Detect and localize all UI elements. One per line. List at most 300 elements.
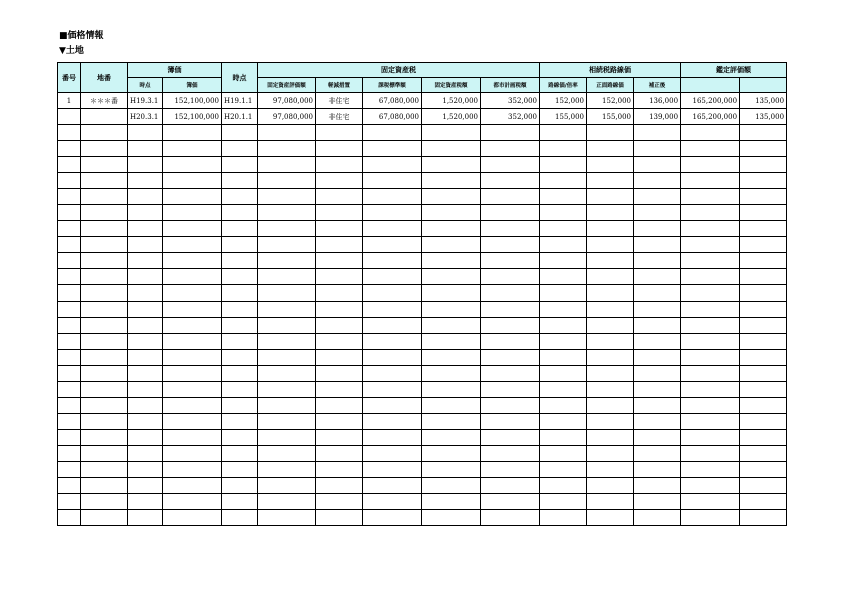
empty-cell xyxy=(587,510,634,526)
empty-cell xyxy=(222,381,258,397)
empty-cell xyxy=(363,429,422,445)
empty-cell xyxy=(481,429,540,445)
cell-route-ratio: 155,000 xyxy=(540,109,587,125)
cell-appraisal-1: 165,200,000 xyxy=(681,93,740,109)
header-city-plan-tax: 都市計画税額 xyxy=(481,78,540,93)
empty-cell xyxy=(128,445,163,461)
empty-row xyxy=(58,445,787,461)
cell-fixed-eval: 97,080,000 xyxy=(258,93,316,109)
empty-cell xyxy=(481,317,540,333)
empty-row xyxy=(58,141,787,157)
empty-cell xyxy=(128,349,163,365)
empty-cell xyxy=(258,413,316,429)
empty-cell xyxy=(681,510,740,526)
empty-cell xyxy=(222,461,258,477)
empty-row xyxy=(58,349,787,365)
section-title: ■価格情報 xyxy=(59,31,104,41)
empty-cell xyxy=(681,461,740,477)
empty-cell xyxy=(587,333,634,349)
empty-cell xyxy=(316,253,363,269)
empty-cell xyxy=(634,494,681,510)
empty-cell xyxy=(681,333,740,349)
empty-cell xyxy=(128,237,163,253)
empty-cell xyxy=(81,510,128,526)
cell-ledger-time: H19.3.1 xyxy=(128,93,163,109)
empty-cell xyxy=(222,429,258,445)
empty-cell xyxy=(587,365,634,381)
empty-cell xyxy=(81,141,128,157)
cell-front-route: 152,000 xyxy=(587,93,634,109)
empty-cell xyxy=(128,510,163,526)
empty-cell xyxy=(316,461,363,477)
empty-cell xyxy=(681,365,740,381)
empty-cell xyxy=(58,510,81,526)
empty-cell xyxy=(740,365,787,381)
empty-cell xyxy=(634,189,681,205)
empty-cell xyxy=(222,173,258,189)
cell-ledger-price: 152,100,000 xyxy=(163,93,222,109)
empty-cell xyxy=(316,141,363,157)
empty-cell xyxy=(422,478,481,494)
empty-cell xyxy=(540,221,587,237)
empty-cell xyxy=(58,141,81,157)
empty-cell xyxy=(740,125,787,141)
empty-cell xyxy=(587,397,634,413)
empty-cell xyxy=(587,125,634,141)
empty-cell xyxy=(634,301,681,317)
empty-cell xyxy=(740,237,787,253)
empty-cell xyxy=(258,381,316,397)
empty-cell xyxy=(316,413,363,429)
empty-cell xyxy=(681,478,740,494)
empty-cell xyxy=(363,461,422,477)
empty-cell xyxy=(481,125,540,141)
empty-cell xyxy=(258,494,316,510)
empty-cell xyxy=(363,494,422,510)
empty-cell xyxy=(81,365,128,381)
empty-cell xyxy=(258,333,316,349)
empty-cell xyxy=(163,413,222,429)
empty-row xyxy=(58,413,787,429)
empty-cell xyxy=(81,429,128,445)
empty-row xyxy=(58,125,787,141)
empty-cell xyxy=(58,478,81,494)
empty-cell xyxy=(128,205,163,221)
empty-cell xyxy=(587,445,634,461)
empty-cell xyxy=(363,333,422,349)
empty-cell xyxy=(481,397,540,413)
empty-cell xyxy=(222,494,258,510)
empty-cell xyxy=(540,381,587,397)
empty-cell xyxy=(740,349,787,365)
empty-cell xyxy=(681,125,740,141)
empty-cell xyxy=(481,189,540,205)
empty-cell xyxy=(634,413,681,429)
empty-cell xyxy=(740,301,787,317)
empty-cell xyxy=(634,429,681,445)
empty-cell xyxy=(540,478,587,494)
empty-row xyxy=(58,317,787,333)
empty-cell xyxy=(316,429,363,445)
empty-cell xyxy=(481,285,540,301)
empty-cell xyxy=(540,301,587,317)
empty-cell xyxy=(363,301,422,317)
cell-time: H19.1.1 xyxy=(222,93,258,109)
empty-cell xyxy=(316,445,363,461)
empty-cell xyxy=(316,157,363,173)
cell-ledger-price: 152,100,000 xyxy=(163,109,222,125)
empty-cell xyxy=(128,125,163,141)
empty-cell xyxy=(258,269,316,285)
empty-cell xyxy=(681,317,740,333)
empty-cell xyxy=(481,301,540,317)
empty-cell xyxy=(222,189,258,205)
empty-cell xyxy=(363,317,422,333)
cell-city-plan-tax: 352,000 xyxy=(481,93,540,109)
empty-row xyxy=(58,365,787,381)
empty-cell xyxy=(128,285,163,301)
empty-cell xyxy=(258,397,316,413)
empty-cell xyxy=(316,205,363,221)
empty-cell xyxy=(258,301,316,317)
empty-cell xyxy=(422,333,481,349)
empty-cell xyxy=(258,125,316,141)
empty-cell xyxy=(540,253,587,269)
empty-cell xyxy=(258,445,316,461)
empty-cell xyxy=(422,157,481,173)
empty-cell xyxy=(163,301,222,317)
empty-cell xyxy=(740,253,787,269)
empty-cell xyxy=(422,285,481,301)
empty-cell xyxy=(481,494,540,510)
empty-cell xyxy=(81,237,128,253)
empty-cell xyxy=(540,269,587,285)
empty-cell xyxy=(222,221,258,237)
empty-row xyxy=(58,478,787,494)
empty-cell xyxy=(540,413,587,429)
empty-cell xyxy=(81,333,128,349)
empty-cell xyxy=(258,478,316,494)
empty-cell xyxy=(587,253,634,269)
empty-cell xyxy=(481,237,540,253)
empty-cell xyxy=(587,141,634,157)
empty-row xyxy=(58,237,787,253)
empty-cell xyxy=(128,301,163,317)
empty-cell xyxy=(128,494,163,510)
empty-cell xyxy=(740,141,787,157)
empty-cell xyxy=(58,253,81,269)
empty-cell xyxy=(163,189,222,205)
empty-cell xyxy=(422,253,481,269)
empty-cell xyxy=(681,253,740,269)
empty-cell xyxy=(587,494,634,510)
empty-cell xyxy=(540,333,587,349)
empty-row xyxy=(58,157,787,173)
header-corrected: 補正後 xyxy=(634,78,681,93)
empty-cell xyxy=(681,237,740,253)
empty-cell xyxy=(740,413,787,429)
empty-cell xyxy=(258,429,316,445)
empty-cell xyxy=(634,333,681,349)
empty-cell xyxy=(634,125,681,141)
empty-cell xyxy=(681,173,740,189)
empty-row xyxy=(58,205,787,221)
empty-cell xyxy=(681,157,740,173)
empty-cell xyxy=(740,157,787,173)
empty-row xyxy=(58,397,787,413)
empty-cell xyxy=(740,381,787,397)
empty-cell xyxy=(422,237,481,253)
empty-cell xyxy=(128,173,163,189)
header-fixed-tax-group: 固定資産税 xyxy=(258,63,540,78)
empty-cell xyxy=(128,333,163,349)
cell-appraisal-1: 165,200,000 xyxy=(681,109,740,125)
empty-cell xyxy=(316,349,363,365)
empty-cell xyxy=(481,445,540,461)
empty-cell xyxy=(481,478,540,494)
empty-row xyxy=(58,285,787,301)
empty-cell xyxy=(363,205,422,221)
empty-row xyxy=(58,189,787,205)
empty-cell xyxy=(258,173,316,189)
empty-cell xyxy=(163,429,222,445)
empty-cell xyxy=(363,381,422,397)
empty-cell xyxy=(422,445,481,461)
empty-cell xyxy=(163,478,222,494)
empty-cell xyxy=(740,205,787,221)
empty-cell xyxy=(681,269,740,285)
empty-cell xyxy=(681,429,740,445)
empty-cell xyxy=(634,221,681,237)
cell-ledger-time: H20.3.1 xyxy=(128,109,163,125)
empty-cell xyxy=(634,173,681,189)
empty-cell xyxy=(540,205,587,221)
header-ledger-time: 時点 xyxy=(128,78,163,93)
empty-cell xyxy=(540,157,587,173)
empty-cell xyxy=(363,510,422,526)
empty-cell xyxy=(363,221,422,237)
empty-cell xyxy=(363,253,422,269)
empty-cell xyxy=(81,157,128,173)
empty-cell xyxy=(634,157,681,173)
header-appraisal-2 xyxy=(740,78,787,93)
empty-cell xyxy=(634,317,681,333)
empty-cell xyxy=(128,381,163,397)
empty-cell xyxy=(128,461,163,477)
empty-cell xyxy=(481,173,540,189)
empty-cell xyxy=(481,381,540,397)
empty-cell xyxy=(316,317,363,333)
empty-cell xyxy=(740,173,787,189)
empty-cell xyxy=(681,413,740,429)
empty-cell xyxy=(740,478,787,494)
empty-cell xyxy=(81,301,128,317)
empty-cell xyxy=(163,141,222,157)
empty-cell xyxy=(58,445,81,461)
cell-tax-base: 67,080,000 xyxy=(363,93,422,109)
empty-cell xyxy=(81,285,128,301)
empty-cell xyxy=(681,301,740,317)
empty-cell xyxy=(634,205,681,221)
empty-cell xyxy=(363,141,422,157)
empty-cell xyxy=(58,189,81,205)
empty-cell xyxy=(163,173,222,189)
subsection-title: ▼土地 xyxy=(59,46,84,56)
empty-cell xyxy=(587,189,634,205)
cell-reduction: 非住宅 xyxy=(316,93,363,109)
empty-cell xyxy=(363,285,422,301)
header-appraisal-group: 鑑定評価額 xyxy=(681,63,787,78)
empty-cell xyxy=(258,317,316,333)
empty-cell xyxy=(258,253,316,269)
empty-cell xyxy=(163,205,222,221)
empty-cell xyxy=(222,397,258,413)
empty-cell xyxy=(587,461,634,477)
empty-cell xyxy=(422,510,481,526)
empty-cell xyxy=(422,494,481,510)
empty-cell xyxy=(163,237,222,253)
empty-cell xyxy=(222,285,258,301)
empty-cell xyxy=(481,157,540,173)
cell-tax-base: 67,080,000 xyxy=(363,109,422,125)
empty-cell xyxy=(81,269,128,285)
empty-cell xyxy=(81,494,128,510)
empty-cell xyxy=(540,429,587,445)
empty-cell xyxy=(634,269,681,285)
empty-cell xyxy=(587,157,634,173)
empty-cell xyxy=(222,301,258,317)
empty-cell xyxy=(222,317,258,333)
empty-cell xyxy=(258,349,316,365)
empty-cell xyxy=(58,269,81,285)
empty-cell xyxy=(222,445,258,461)
empty-cell xyxy=(422,189,481,205)
empty-row xyxy=(58,494,787,510)
empty-cell xyxy=(58,365,81,381)
empty-cell xyxy=(222,269,258,285)
empty-cell xyxy=(128,141,163,157)
empty-cell xyxy=(258,141,316,157)
empty-cell xyxy=(540,285,587,301)
empty-cell xyxy=(681,494,740,510)
empty-cell xyxy=(128,429,163,445)
empty-cell xyxy=(128,397,163,413)
header-reduction: 軽減措置 xyxy=(316,78,363,93)
empty-cell xyxy=(58,381,81,397)
empty-cell xyxy=(540,237,587,253)
empty-cell xyxy=(316,494,363,510)
empty-cell xyxy=(681,445,740,461)
empty-cell xyxy=(481,413,540,429)
empty-cell xyxy=(128,365,163,381)
cell-time: H20.1.1 xyxy=(222,109,258,125)
cell-no: 1 xyxy=(58,93,81,109)
empty-cell xyxy=(740,510,787,526)
empty-cell xyxy=(481,365,540,381)
empty-cell xyxy=(81,413,128,429)
empty-cell xyxy=(128,221,163,237)
table-body xyxy=(58,93,787,526)
empty-cell xyxy=(81,173,128,189)
empty-cell xyxy=(222,237,258,253)
empty-cell xyxy=(222,413,258,429)
empty-cell xyxy=(481,269,540,285)
empty-cell xyxy=(163,333,222,349)
empty-row xyxy=(58,510,787,526)
empty-cell xyxy=(740,333,787,349)
empty-cell xyxy=(316,237,363,253)
empty-cell xyxy=(481,141,540,157)
empty-cell xyxy=(258,285,316,301)
empty-cell xyxy=(163,157,222,173)
empty-cell xyxy=(163,461,222,477)
empty-cell xyxy=(258,205,316,221)
empty-cell xyxy=(363,397,422,413)
empty-cell xyxy=(163,269,222,285)
header-front-route: 正面路線価 xyxy=(587,78,634,93)
empty-cell xyxy=(58,205,81,221)
empty-cell xyxy=(316,381,363,397)
empty-cell xyxy=(163,381,222,397)
table-row xyxy=(58,93,787,109)
empty-cell xyxy=(740,494,787,510)
empty-row xyxy=(58,253,787,269)
empty-cell xyxy=(258,221,316,237)
empty-cell xyxy=(316,221,363,237)
empty-cell xyxy=(128,269,163,285)
empty-cell xyxy=(258,189,316,205)
empty-cell xyxy=(316,478,363,494)
empty-row xyxy=(58,173,787,189)
empty-cell xyxy=(363,478,422,494)
empty-cell xyxy=(740,429,787,445)
empty-cell xyxy=(681,189,740,205)
empty-cell xyxy=(58,173,81,189)
table-header xyxy=(58,63,787,93)
empty-cell xyxy=(422,141,481,157)
empty-cell xyxy=(363,445,422,461)
cell-route-ratio: 152,000 xyxy=(540,93,587,109)
empty-cell xyxy=(740,221,787,237)
empty-cell xyxy=(58,494,81,510)
empty-cell xyxy=(540,365,587,381)
empty-cell xyxy=(81,397,128,413)
empty-cell xyxy=(740,445,787,461)
empty-cell xyxy=(481,349,540,365)
empty-cell xyxy=(222,333,258,349)
empty-cell xyxy=(316,125,363,141)
cell-corrected: 139,000 xyxy=(634,109,681,125)
header-route-ratio: 路線価/倍率 xyxy=(540,78,587,93)
header-inherit-group: 相続税路線価 xyxy=(540,63,681,78)
empty-cell xyxy=(740,269,787,285)
empty-cell xyxy=(363,157,422,173)
cell-corrected: 136,000 xyxy=(634,93,681,109)
empty-cell xyxy=(422,221,481,237)
empty-cell xyxy=(163,285,222,301)
empty-cell xyxy=(540,125,587,141)
empty-cell xyxy=(58,221,81,237)
empty-cell xyxy=(128,157,163,173)
empty-cell xyxy=(587,349,634,365)
empty-cell xyxy=(58,237,81,253)
empty-cell xyxy=(258,365,316,381)
empty-cell xyxy=(634,253,681,269)
empty-cell xyxy=(258,510,316,526)
empty-cell xyxy=(681,141,740,157)
empty-cell xyxy=(128,189,163,205)
empty-cell xyxy=(258,157,316,173)
